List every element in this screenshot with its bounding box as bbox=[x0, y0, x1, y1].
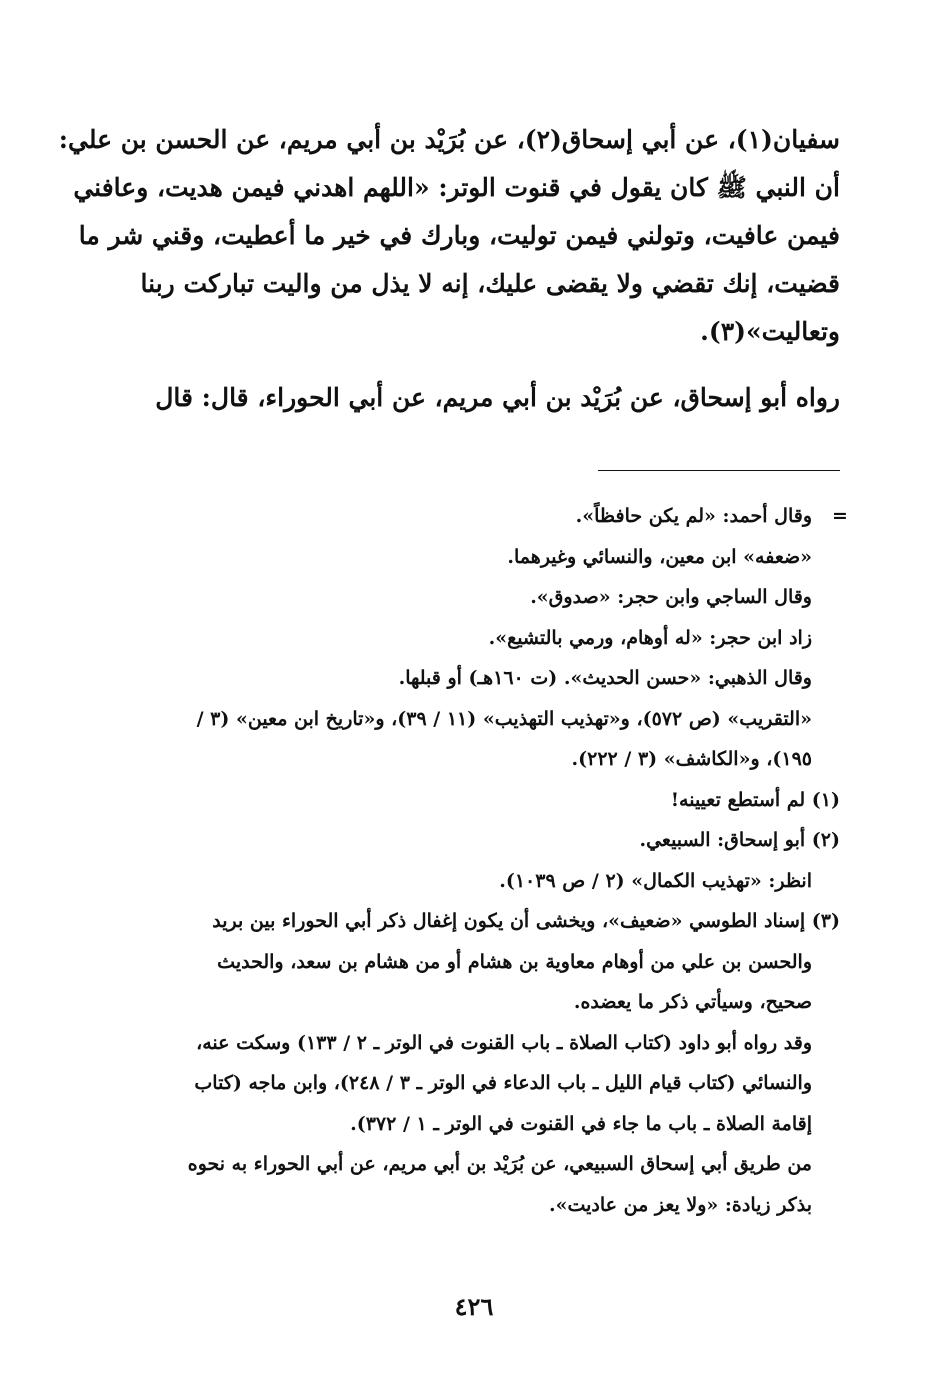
body-line: وتعاليت»(٣). bbox=[700, 317, 840, 346]
footnote-separator bbox=[598, 470, 840, 471]
footnote-line: وقال الذهبي: «حسن الحديث». (ت ١٦٠هـ) أو قبلها. bbox=[398, 667, 812, 689]
footnote-line: بذكر زيادة: «ولا يعز من عاديت». bbox=[548, 1193, 812, 1216]
footnote-line: صحيح، وسيأتي ذكر ما يعضده. bbox=[573, 991, 812, 1013]
footnote-line: انظر: «تهذيب الكمال» (٢ / ص ١٠٣٩). bbox=[499, 869, 812, 892]
footnote-continuation-mark: = bbox=[832, 505, 848, 527]
footnote-line: (٣) إسناد الطوسي «ضعيف»، ويخشى أن يكون إغفال ذكر أبي الحوراء بين بريد bbox=[212, 910, 840, 932]
footnote-line: (٢) أبو إسحاق: السبيعي. bbox=[639, 829, 840, 851]
footnote-line: والحسن بن علي من أوهام معاوية بن هشام أو من هشام بن سعد، والحديث bbox=[217, 950, 812, 973]
footnote-line: وقد رواه أبو داود (كتاب الصلاة ـ باب القنوت في الوتر ـ ٢ / ١٣٣) وسكت عنه، bbox=[196, 1031, 812, 1054]
footnotes bbox=[110, 496, 840, 1225]
footnote-line: إقامة الصلاة ـ باب ما جاء في القنوت في الوتر ـ ١ / ٣٧٢). bbox=[350, 1112, 812, 1135]
footnote-line: ١٩٥)، و«الكاشف» (٣ / ٢٢٢). bbox=[571, 748, 812, 770]
footnote-line: من طريق أبي إسحاق السبيعي، عن بُرَيْد بن أبي مريم، عن أبي الحوراء به نحوه bbox=[187, 1153, 812, 1175]
body-line: قضيت، إنك تقضي ولا يقضى عليك، إنه لا يذل من واليت تباركت ربنا bbox=[140, 269, 840, 298]
footnote-line: «التقريب» (ص ٥٧٢)، و«تهذيب التهذيب» (١١ / ٣٩)، و«تاريخ ابن معين» (٣ / bbox=[196, 707, 812, 730]
footnote-line: زاد ابن حجر: «له أوهام، ورمي بالتشيع». bbox=[488, 626, 812, 649]
body-line: فيمن عافيت، وتولني فيمن توليت، وبارك في خير ما أعطيت، وقني شر ما bbox=[78, 221, 840, 250]
footnote-line: وقال الساجي وابن حجر: «صدوق». bbox=[530, 586, 812, 608]
footnote-line: والنسائي (كتاب قيام الليل ـ باب الدعاء في الوتر ـ ٣ / ٢٤٨)، وابن ماجه (كتاب bbox=[194, 1072, 812, 1094]
body-line: أن النبي ﷺ كان يقول في قنوت الوتر: «اللهم اهدني فيمن هديت، وعافني bbox=[73, 173, 840, 202]
main-body-text bbox=[58, 116, 840, 422]
footnote-line: (١) لم أستطع تعيينه! bbox=[670, 788, 840, 811]
footnote-line: «ضعفه» ابن معين، والنسائي وغيرهما. bbox=[507, 545, 812, 568]
footnote-line: وقال أحمد: «لم يكن حافظاً». bbox=[575, 505, 812, 527]
body-line: رواه أبو إسحاق، عن بُرَيْد بن أبي مريم، عن أبي الحوراء، قال: قال bbox=[155, 383, 840, 412]
page-number: ٤٢٦ bbox=[454, 1292, 494, 1321]
body-line: سفيان(١)، عن أبي إسحاق(٢)، عن بُرَيْد بن أبي مريم، عن الحسن بن علي: bbox=[58, 125, 840, 154]
